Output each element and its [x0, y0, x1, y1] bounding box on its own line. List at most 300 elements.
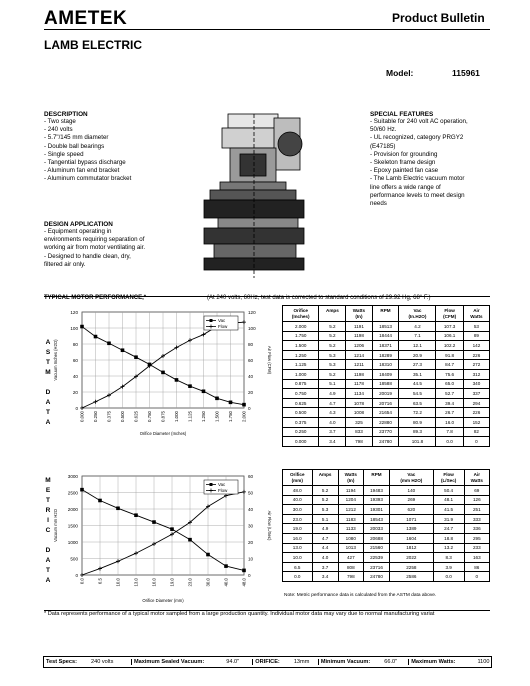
column-header	[283, 306, 319, 322]
table-cell: 22880	[372, 417, 399, 427]
data-point-vac	[202, 389, 206, 393]
feature-line: - UL recognized, category PRGY2	[370, 134, 464, 142]
table-cell: 7.8	[436, 427, 463, 437]
x-tick-label: 16.0	[151, 578, 157, 587]
table-cell: 13.2	[433, 543, 464, 553]
legend-label: Vac	[218, 318, 226, 324]
table-cell: 126	[464, 495, 489, 505]
data-point-vac	[224, 564, 228, 568]
table-row	[283, 486, 490, 496]
description-item: - Double ball bearings	[44, 142, 105, 150]
table-header-row	[283, 470, 490, 486]
table-row	[283, 408, 490, 418]
data-point-vac	[229, 401, 233, 405]
table-row	[283, 398, 490, 408]
x-tick-label: 1.125	[187, 411, 193, 422]
side-letter: E	[45, 487, 51, 494]
table-cell: 4.0	[319, 417, 346, 427]
series-line-vac	[82, 490, 244, 571]
table-cell: 22539	[363, 553, 389, 563]
table-cell: 4.4	[312, 543, 338, 553]
table-cell: 5.2	[319, 331, 346, 341]
orifice-label: ORIFICE:	[252, 659, 280, 665]
side-letter: R	[45, 507, 51, 514]
data-point-vac	[170, 527, 174, 531]
table-cell: 48.1	[433, 495, 464, 505]
table-cell: 52.7	[436, 389, 463, 399]
column-header-unit: (In.H2O)	[408, 313, 427, 319]
column-header-line: Orifice	[293, 307, 308, 313]
table-cell: 1008	[346, 408, 372, 418]
column-header-unit	[313, 478, 338, 484]
data-point-flow	[80, 573, 84, 577]
table-cell: 269	[390, 495, 434, 505]
motor-cross-section-drawing	[200, 112, 320, 282]
table-cell: 798	[346, 437, 372, 447]
table-cell: 12.1	[399, 341, 436, 351]
table-cell: 20033	[363, 524, 389, 534]
features-heading: SPECIAL FEATURES	[370, 111, 434, 118]
table-cell: 30.0	[283, 505, 313, 515]
description-item: - Aluminum commutator bracket	[44, 175, 132, 183]
table-cell: 163	[464, 553, 489, 563]
table-cell: 1.500	[283, 341, 319, 351]
table-cell: 1211	[346, 360, 372, 370]
feature-line: (E47185)	[370, 142, 396, 150]
column-header	[372, 306, 399, 322]
y2-tick-label: 0	[248, 406, 251, 411]
y2-tick-label: 80	[248, 342, 254, 347]
column-header	[433, 470, 464, 486]
y-tick-label: 100	[70, 326, 78, 331]
legend-label: Flow	[218, 488, 228, 494]
table-cell: 1204	[338, 495, 363, 505]
x-tick-label: 48.0	[241, 578, 247, 587]
table-cell: 3.4	[312, 572, 338, 582]
table-cell: 18588	[372, 379, 399, 389]
side-letter: T	[46, 497, 50, 504]
table-cell: 142	[463, 341, 489, 351]
test-specs-value: 240 volts	[90, 659, 114, 665]
application-line: - Equipment operating in	[44, 228, 112, 235]
data-point-vac	[152, 520, 156, 524]
data-point-vac	[98, 499, 102, 503]
table-row	[283, 389, 490, 399]
table-cell: 1212	[338, 505, 363, 515]
table-cell: 16.0	[436, 417, 463, 427]
y-tick-label: 80	[72, 342, 78, 347]
table-cell: 4.3	[319, 408, 346, 418]
table-cell: 4.9	[312, 524, 338, 534]
astm-data-table	[282, 305, 490, 447]
side-letter: T	[46, 567, 50, 574]
data-point-vac	[94, 335, 98, 339]
max-sealed-vacuum-value: 94.0"	[226, 659, 240, 665]
table-cell: 0.750	[283, 389, 319, 399]
y2-tick-label: 40	[248, 374, 254, 379]
table-cell: 91.8	[436, 350, 463, 360]
application-line: environments requiring separation of	[44, 236, 145, 244]
x-tick-label: 1.250	[201, 411, 206, 422]
table-cell: 5.3	[319, 360, 346, 370]
column-header	[436, 306, 463, 322]
table-cell: 84.7	[436, 360, 463, 370]
feature-line: performance levels to meet design	[370, 191, 465, 199]
table-cell: 48.0	[283, 486, 313, 496]
feature-line: - Provision for grounding	[370, 150, 438, 158]
table-cell: 82	[463, 427, 489, 437]
footnote: * Data represents performance of a typical motor sampled from a large production quantity. Individual motor data may vary due to normal manufacturing variat	[44, 611, 435, 617]
data-point-flow	[202, 333, 206, 337]
table-cell: 272	[463, 360, 489, 370]
table-cell: 1214	[346, 350, 372, 360]
y2-tick-label: 60	[248, 358, 254, 363]
table-cell: 107.3	[436, 322, 463, 332]
description-item: - Tangential bypass discharge	[44, 159, 126, 167]
y-tick-label: 40	[72, 374, 78, 379]
table-row	[283, 533, 490, 543]
data-point-vac	[175, 378, 179, 382]
y2-axis-label: Air Flow (L/Sec)	[267, 510, 272, 541]
side-letter: C	[45, 527, 51, 534]
data-point-flow	[188, 338, 192, 342]
column-header-unit: (mm)	[291, 477, 303, 483]
table-cell: 2586	[390, 572, 434, 582]
table-row	[283, 543, 490, 553]
feature-line: - The Lamb Electric vacuum motor	[370, 175, 465, 183]
x-tick-label: 0.000	[79, 411, 85, 422]
side-letter: S	[45, 349, 51, 356]
y-tick-label: 3000	[67, 474, 78, 479]
data-point-vac	[121, 348, 125, 352]
data-point-vac	[134, 355, 138, 359]
table-cell: 4.2	[399, 322, 436, 332]
features-section	[370, 111, 468, 208]
table-cell: 13.0	[283, 543, 313, 553]
table-cell: 18409	[372, 369, 399, 379]
features-list	[370, 118, 468, 208]
table-row	[283, 369, 490, 379]
x-tick-label: 1.750	[228, 411, 233, 422]
data-point-vac	[116, 506, 120, 510]
column-header-line: RPM	[380, 307, 391, 313]
legend-label: Flow	[218, 324, 228, 330]
table-row	[283, 379, 490, 389]
x-axis-label: Orifice Diameter (mm)	[142, 598, 184, 603]
table-row	[283, 524, 490, 534]
table-cell: 19393	[363, 495, 389, 505]
table-cell: 3.9	[433, 562, 464, 572]
side-letter: A	[45, 577, 51, 584]
table-cell: 21560	[363, 543, 389, 553]
table-cell: 26.7	[436, 408, 463, 418]
data-point-vac	[215, 397, 219, 401]
table-cell: 5.1	[319, 379, 346, 389]
table-cell: 5.3	[312, 505, 338, 515]
column-header	[283, 470, 313, 486]
y-axis-label: Vacuum mm H2O	[53, 509, 58, 542]
table-cell: 0	[463, 437, 489, 447]
table-cell: 21654	[372, 408, 399, 418]
side-letter: A	[45, 339, 51, 346]
table-cell: 20019	[372, 389, 399, 399]
table-cell: 1.250	[283, 350, 319, 360]
x-tick-label: 0.750	[147, 411, 152, 422]
metric-data-table	[282, 469, 490, 582]
table-row	[283, 331, 490, 341]
table-cell: 140	[390, 486, 434, 496]
feature-line: line offers a wide range of	[370, 183, 441, 191]
side-letter: M	[45, 477, 51, 484]
column-header-unit	[373, 314, 399, 320]
table-row	[283, 417, 490, 427]
description-item: - Single speed	[44, 150, 84, 158]
table-cell: 89	[463, 331, 489, 341]
min-vacuum-value: 66.0"	[384, 659, 398, 665]
table-cell: 1.750	[283, 331, 319, 341]
column-header-line: Air	[473, 307, 480, 313]
column-header-unit: (Inches)	[291, 313, 310, 319]
side-letter: D	[45, 547, 51, 554]
model-label: Model:	[386, 68, 414, 78]
table-cell: 1198	[346, 369, 372, 379]
data-point-flow	[152, 542, 156, 546]
table-row	[283, 437, 490, 447]
side-letter: A	[45, 399, 51, 406]
x-tick-label: 1.000	[174, 411, 179, 422]
table-cell: 16.0	[283, 533, 313, 543]
table-cell: 3.7	[312, 562, 338, 572]
table-row	[283, 572, 490, 582]
y2-tick-label: 10	[248, 556, 254, 562]
table-cell: 50.4	[433, 486, 464, 496]
y2-tick-label: 20	[248, 540, 254, 545]
legend-marker	[210, 319, 213, 322]
table-cell: 4.7	[312, 533, 338, 543]
ametek-logo: AMETEK	[44, 8, 128, 29]
table-cell: 0.0	[283, 572, 313, 582]
column-header-unit: Watts	[470, 477, 483, 483]
y2-tick-label: 100	[248, 326, 256, 331]
column-header-line: Vac	[413, 307, 422, 313]
bulletin-label: Product Bulletin	[392, 11, 485, 25]
metric-side-label	[44, 476, 52, 586]
table-cell: 5.2	[312, 495, 338, 505]
column-header-line: Vac	[407, 471, 416, 477]
table-row	[283, 341, 490, 351]
data-point-flow	[242, 320, 246, 324]
data-point-vac	[188, 538, 192, 542]
table-cell: 53	[463, 322, 489, 332]
table-cell: 1183	[338, 514, 363, 524]
table-cell: 336	[464, 524, 489, 534]
y2-tick-label: 0	[248, 573, 251, 578]
data-point-vac	[206, 553, 210, 557]
y2-tick-label: 60	[248, 474, 254, 479]
metric-note: Note: Metric performance data is calculated from the ASTM data above.	[284, 593, 437, 598]
table-cell: 39.4	[436, 398, 463, 408]
y-tick-label: 0	[75, 573, 78, 578]
table-cell: 233	[464, 543, 489, 553]
column-header-unit: Watts	[470, 313, 483, 319]
feature-line: needs	[370, 200, 387, 208]
table-cell: 1013	[338, 543, 363, 553]
performance-conditions: (At 240 volts, 60Hz, test data is corrected to standard conditions of 29.92 Hg, 68° F.)	[207, 295, 431, 301]
x-tick-label: 30.0	[205, 578, 211, 587]
table-cell: 0.625	[283, 398, 319, 408]
table-cell: 23.0	[283, 514, 313, 524]
table-cell: 40.0	[283, 495, 313, 505]
x-axis-label: Orifice Diameter (Inches)	[139, 431, 187, 436]
x-tick-label: 13.0	[133, 578, 139, 587]
table-cell: 333	[464, 514, 489, 524]
table-cell: 1.125	[283, 360, 319, 370]
application-heading: DESIGN APPLICATION	[44, 221, 113, 228]
table-cell: 3.7	[319, 427, 346, 437]
column-header-line: Watts	[352, 307, 366, 313]
table-cell: 18444	[372, 331, 399, 341]
y2-tick-label: 120	[248, 310, 256, 315]
performance-heading: TYPICAL MOTOR PERFORMANCE,*	[44, 295, 147, 301]
y2-tick-label: 30	[248, 523, 254, 529]
table-cell: 325	[346, 417, 372, 427]
table-cell: 226	[463, 350, 489, 360]
description-item: - 240 volts	[44, 126, 73, 134]
description-item: - 5.7"/145 mm diameter	[44, 134, 109, 142]
max-watts-value: 1100	[477, 659, 490, 665]
application-list	[44, 228, 145, 269]
y-tick-label: 120	[70, 310, 78, 315]
table-cell: 0.0	[436, 437, 463, 447]
table-cell: 312	[463, 369, 489, 379]
table-cell: 0.375	[283, 417, 319, 427]
data-point-vac	[242, 569, 246, 573]
column-header-unit: (mm H2O)	[400, 477, 423, 483]
column-header-line: Amps	[326, 307, 339, 313]
table-cell: 5.1	[312, 514, 338, 524]
table-cell: 10.0	[283, 553, 313, 563]
table-cell: 24.7	[433, 524, 464, 534]
application-line: working air from motor ventilating air.	[44, 244, 146, 252]
table-cell: 1133	[338, 524, 363, 534]
table-cell: 2.000	[283, 322, 319, 332]
y-axis-label: Vacuum Inches (H2O)	[53, 339, 58, 381]
column-header	[312, 470, 338, 486]
column-header	[464, 470, 489, 486]
astm-performance-chart	[48, 306, 274, 438]
side-letter: T	[46, 409, 50, 416]
y-tick-label: 20	[72, 390, 78, 395]
table-cell: 72.2	[399, 408, 436, 418]
table-cell: 7.1	[399, 331, 436, 341]
x-tick-label: 23.0	[187, 578, 193, 587]
table-cell: 6.5	[283, 562, 313, 572]
table-cell: 63.5	[399, 398, 436, 408]
table-cell: 20.9	[399, 350, 436, 360]
table-cell: 4.7	[319, 398, 346, 408]
table-cell: 295	[464, 533, 489, 543]
side-letter: T	[46, 359, 50, 366]
side-letter: D	[45, 389, 51, 396]
table-cell: 24780	[372, 437, 399, 447]
table-cell: 1812	[390, 543, 434, 553]
x-tick-label: 2.000	[241, 411, 247, 422]
column-header	[390, 470, 434, 486]
description-list	[44, 118, 131, 184]
table-cell: 18289	[372, 350, 399, 360]
column-header-unit	[319, 314, 345, 320]
feature-line: - Skeleton frame design	[370, 159, 436, 167]
table-cell: 24780	[363, 572, 389, 582]
x-tick-label: 10.0	[115, 578, 121, 587]
astm-side-label	[44, 338, 52, 428]
column-header-line: Air	[473, 471, 480, 477]
y-tick-label: 2500	[67, 490, 78, 496]
table-cell: 798	[338, 572, 363, 582]
table-cell: 0.250	[283, 427, 319, 437]
column-header	[463, 306, 489, 322]
column-header-unit: (In)	[347, 477, 355, 483]
description-item: - Aluminum fan end bracket	[44, 167, 120, 175]
y2-axis-label: Air Flow (CFM)	[267, 345, 272, 375]
x-tick-label: 0.0	[79, 578, 85, 585]
column-header	[363, 470, 389, 486]
table-cell: 251	[464, 505, 489, 515]
table-cell: 620	[390, 505, 434, 515]
table-cell: 27.3	[399, 360, 436, 370]
x-tick-label: 0.875	[160, 411, 166, 422]
side-letter: I	[47, 517, 49, 524]
header-divider	[44, 29, 490, 30]
table-cell: 2258	[390, 562, 434, 572]
table-cell: 102.2	[436, 341, 463, 351]
table-cell: 8.3	[433, 553, 464, 563]
table-cell: 294	[463, 398, 489, 408]
application-section	[44, 221, 145, 269]
orifice-value: 13mm	[293, 659, 310, 665]
y2-tick-label: 20	[248, 390, 254, 395]
table-cell: 5.2	[319, 322, 346, 332]
column-header	[338, 470, 363, 486]
x-tick-label: 0.500	[120, 411, 125, 422]
column-header-line: Amps	[318, 471, 332, 477]
table-row	[283, 505, 490, 515]
table-cell: 65.0	[436, 379, 463, 389]
table-row	[283, 562, 490, 572]
page-title: LAMB ELECTRIC	[44, 38, 142, 52]
table-cell: 152	[463, 417, 489, 427]
table-cell: 1080	[338, 533, 363, 543]
table-cell: 1389	[390, 524, 434, 534]
column-header-line: Orifice	[289, 471, 305, 477]
table-cell: 340	[463, 379, 489, 389]
table-cell: 0.000	[283, 437, 319, 447]
table-cell: 101.8	[399, 437, 436, 447]
x-tick-label: 0.625	[133, 411, 139, 422]
side-letter: M	[45, 369, 51, 376]
table-cell: 1.000	[283, 369, 319, 379]
data-point-flow	[242, 490, 246, 494]
column-header-line: Flow	[443, 471, 454, 477]
column-header	[346, 306, 372, 322]
side-letter: A	[45, 419, 51, 426]
table-row	[283, 553, 490, 563]
data-point-vac	[107, 341, 111, 345]
table-cell: 44.5	[399, 379, 436, 389]
table-cell: 4.9	[319, 389, 346, 399]
application-line: - Designed to handle clean, dry,	[44, 252, 131, 260]
legend-label: Vac	[218, 482, 226, 488]
